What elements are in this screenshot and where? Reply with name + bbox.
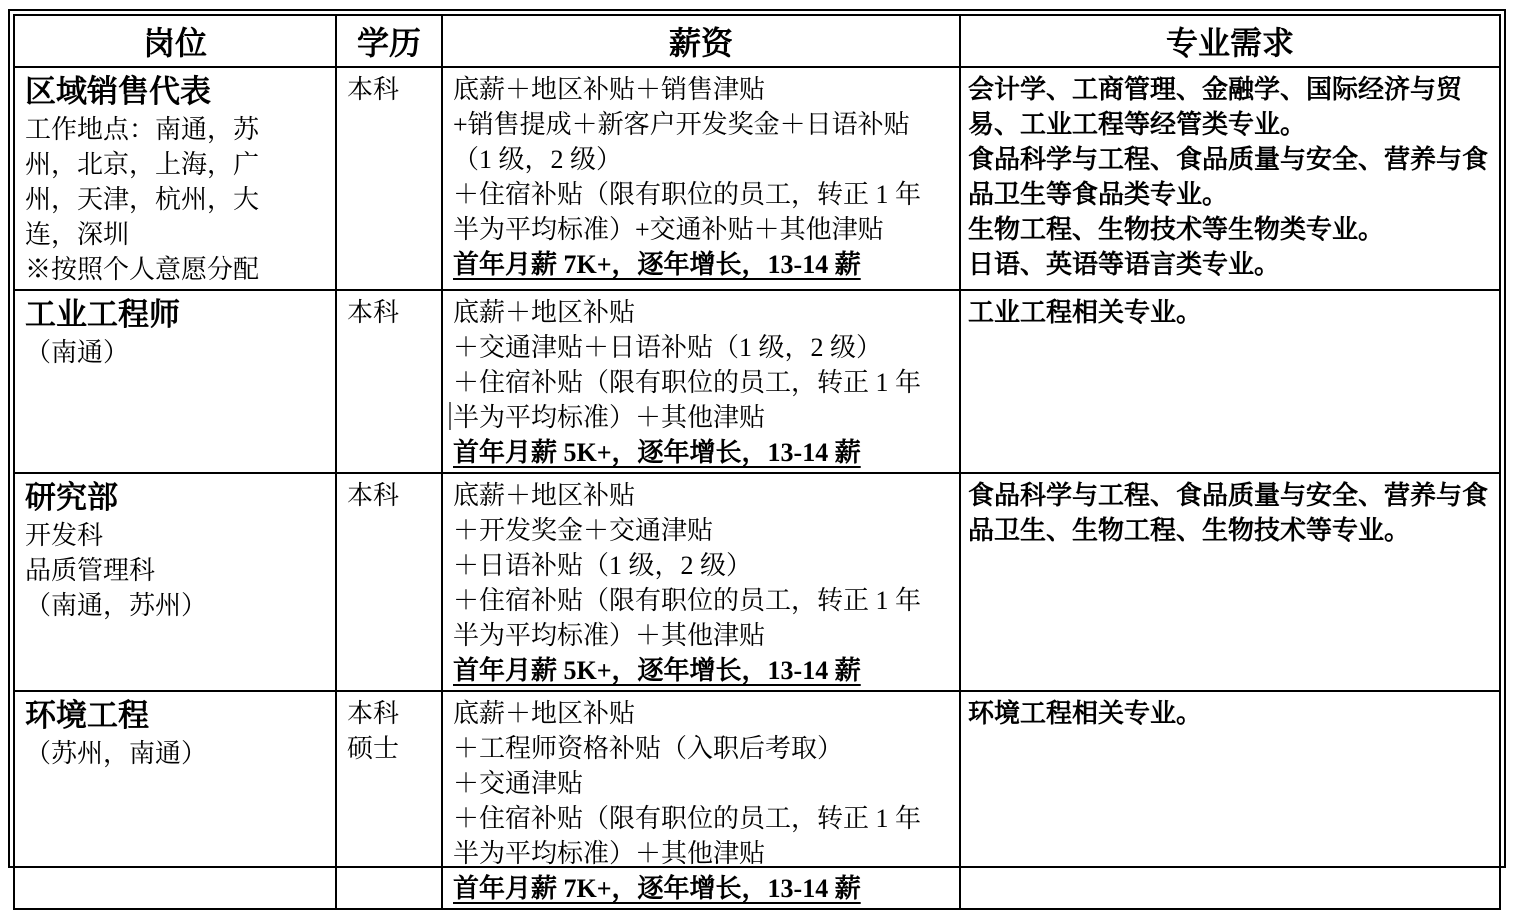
position-detail: （苏州，南通） — [25, 739, 208, 768]
salary-line: 半为平均标准）＋其他津贴 — [453, 839, 766, 868]
education-value: 本科 — [347, 298, 400, 327]
major-requirement: 环境工程相关专业。 — [968, 699, 1203, 728]
column-header-majors: 专业需求 — [960, 15, 1500, 67]
column-header-education: 学历 — [336, 15, 442, 67]
major-requirement: 易、工业工程等经管类专业。 — [968, 110, 1307, 139]
position-detail: 工作地点：南通，苏 — [25, 115, 260, 144]
text-cursor — [449, 402, 451, 430]
salary-line: 半为平均标准）＋其他津贴 — [453, 621, 766, 650]
salary-line: ＋工程师资格补贴（入职后考取） — [453, 734, 844, 763]
salary-line: （1 级，2 级） — [453, 145, 623, 174]
salary-line — [453, 400, 953, 435]
salary-line: 底薪＋地区补贴＋销售津贴 — [453, 75, 766, 104]
salary-line-text: 半为平均标准）＋其他津贴 — [453, 403, 766, 432]
education-value: 本科 — [347, 481, 400, 510]
recruitment-table — [8, 9, 1506, 903]
position-detail: 州，北京，上海，广 — [25, 150, 260, 179]
table-row — [14, 473, 1500, 691]
salary-summary: 首年月薪 5K+，逐年增长，13-14 薪 — [453, 656, 861, 685]
major-requirement: 生物工程、生物技术等生物类专业。 — [968, 215, 1385, 244]
salary-line: 底薪＋地区补贴 — [453, 298, 636, 327]
salary-summary: 首年月薪 5K+，逐年增长，13-14 薪 — [453, 438, 861, 467]
salary-line: ＋住宿补贴（限有职位的员工，转正 1 年 — [453, 586, 922, 615]
salary-line: 底薪＋地区补贴 — [453, 481, 636, 510]
salary-line: +销售提成＋新客户开发奖金＋日语补贴 — [453, 110, 910, 139]
salary-cell[interactable] — [442, 691, 960, 909]
position-detail: 连，深圳 — [25, 220, 130, 249]
position-cell[interactable] — [14, 691, 336, 909]
column-header-salary: 薪资 — [442, 15, 960, 67]
major-requirement: 会计学、工商管理、金融学、国际经济与贸 — [968, 75, 1463, 104]
position-detail: 州，天津，杭州，大 — [25, 185, 260, 214]
education-cell[interactable] — [336, 67, 442, 290]
major-requirement: 品卫生等食品类专业。 — [968, 180, 1229, 209]
salary-summary: 首年月薪 7K+，逐年增长，13-14 薪 — [453, 250, 861, 279]
position-cell[interactable] — [14, 473, 336, 691]
salary-line: 半为平均标准）+交通补贴＋其他津贴 — [453, 215, 884, 244]
education-value: 本科 — [347, 75, 400, 104]
position-detail: （南通，苏州） — [25, 591, 208, 620]
major-requirement: 工业工程相关专业。 — [968, 298, 1203, 327]
education-cell[interactable] — [336, 290, 442, 473]
salary-summary: 首年月薪 7K+，逐年增长，13-14 薪 — [453, 874, 861, 903]
position-cell[interactable] — [14, 67, 336, 290]
header-row — [14, 15, 1500, 67]
position-detail: 开发科 — [25, 521, 104, 550]
salary-line: ＋日语补贴（1 级，2 级） — [453, 551, 753, 580]
major-requirement: 食品科学与工程、食品质量与安全、营养与食 — [968, 145, 1489, 174]
column-header-position: 岗位 — [14, 15, 336, 67]
salary-line: ＋交通津贴 — [453, 769, 584, 798]
salary-cell[interactable] — [442, 290, 960, 473]
salary-cell[interactable] — [442, 473, 960, 691]
salary-line: ＋住宿补贴（限有职位的员工，转正 1 年 — [453, 368, 922, 397]
table-row — [14, 290, 1500, 473]
salary-line: 底薪＋地区补贴 — [453, 699, 636, 728]
position-title: 工业工程师 — [25, 297, 180, 332]
major-requirement: 日语、英语等语言类专业。 — [968, 250, 1281, 279]
positions-table — [13, 14, 1501, 910]
salary-line: ＋开发奖金＋交通津贴 — [453, 516, 714, 545]
majors-cell[interactable] — [960, 67, 1500, 290]
table-row — [14, 67, 1500, 290]
position-detail: 品质管理科 — [25, 556, 156, 585]
education-cell[interactable] — [336, 473, 442, 691]
majors-cell[interactable] — [960, 473, 1500, 691]
salary-line: ＋交通津贴＋日语补贴（1 级，2 级） — [453, 333, 883, 362]
education-cell[interactable] — [336, 691, 442, 909]
majors-cell[interactable] — [960, 691, 1500, 909]
position-title: 区域销售代表 — [25, 74, 211, 109]
salary-line: ＋住宿补贴（限有职位的员工，转正 1 年 — [453, 180, 922, 209]
position-detail: ※按照个人意愿分配 — [25, 255, 260, 284]
majors-cell[interactable] — [960, 290, 1500, 473]
salary-line: ＋住宿补贴（限有职位的员工，转正 1 年 — [453, 804, 922, 833]
major-requirement: 品卫生、生物工程、生物技术等专业。 — [968, 516, 1411, 545]
education-value: 本科 — [347, 699, 400, 728]
major-requirement: 食品科学与工程、食品质量与安全、营养与食 — [968, 481, 1489, 510]
position-title: 研究部 — [25, 480, 118, 515]
salary-cell[interactable] — [442, 67, 960, 290]
position-detail: （南通） — [25, 338, 130, 367]
table-row — [14, 691, 1500, 909]
position-title: 环境工程 — [25, 698, 149, 733]
education-value: 硕士 — [347, 734, 400, 763]
position-cell[interactable] — [14, 290, 336, 473]
